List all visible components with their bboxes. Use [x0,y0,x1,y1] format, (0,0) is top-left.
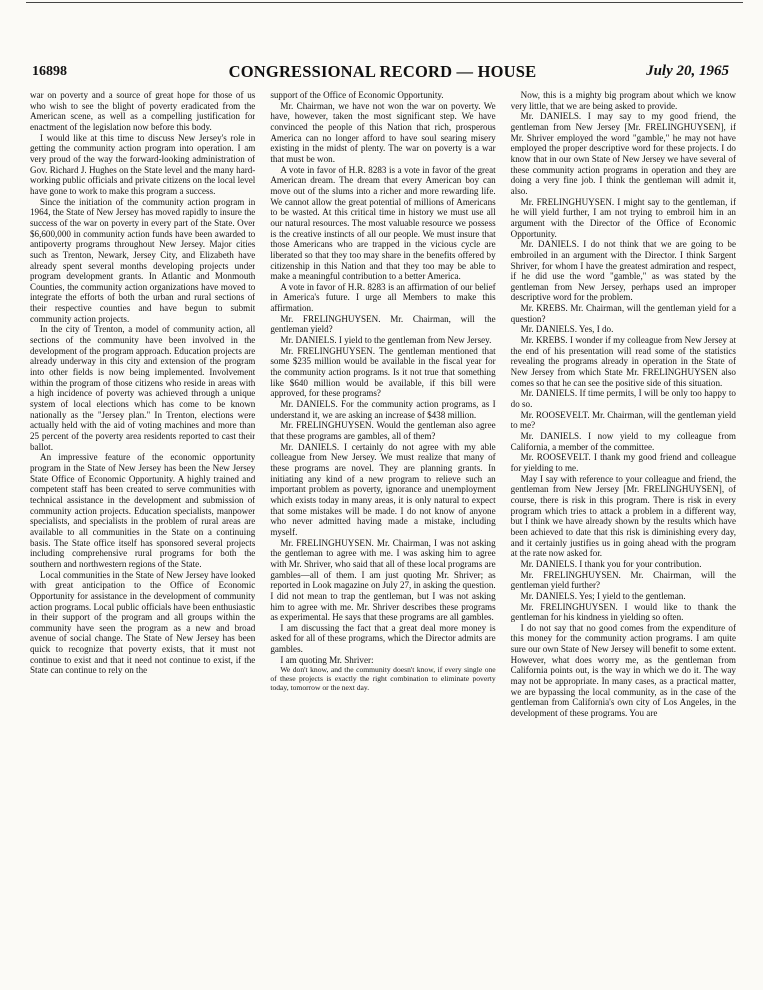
paragraph: Mr. DANIELS. For the community action programs, as I understand it, we are asking an increase of $438 million. [270,399,496,420]
paragraph: Mr. ROOSEVELT. Mr. Chairman, will the gentleman yield to me? [510,409,736,431]
paragraph: Mr. ROOSEVELT. I thank my good friend and colleague for yielding to me. [510,452,736,473]
paragraph: Local communities in the State of New Jersey have looked with great anticipation to the Office of Economic Opportunity for assistance in the development of community action programs. Local public officials have been enthusiastic in their support of the program and all groups within the community have seen the program as a new and broad avenue of social change. The State of New Jersey has been quick to recognize that poverty exists, that it must not continue to exist and that it need not continue to exist, if the State can continue to rely on the [30,569,256,676]
paragraph: Since the initiation of the community action program in 1964, the State of New Jersey has moved rapidly to insure the success of the war on poverty in every part of the State. Over $6,600,000 in community action funds have been awarded to antipoverty programs throughout New Jersey. Major cities such as Trenton, Newark, Jersey City, and Elizabeth have already spent several months developing projects under program development grants. In Atlantic and Monmouth Counties, the community action organizations have moved to integrate the efforts of both the urban and rural sections of their respective counties and have begun to submit community action projects. [30,196,256,324]
paragraph: Mr. DANIELS. If time permits, I will be only too happy to do so. [510,388,736,410]
paragraph: Mr. DANIELS. I now yield to my colleague from California, a member of the committee. [510,431,736,452]
page-date: July 20, 1965 [646,63,729,79]
paragraph: In the city of Trenton, a model of community action, all sections of the community have been involved in the development of the program approach. Education projects are already underway in this city and extension of the program into other fields is now being implemented. Involvement within the program of those citizens who reside in areas with a high incidence of poverty was achieved through a unique system of local elections which has come to be known nationally as the "Jersey plan." In Trenton, elections were actually held with the aid of voting machines and more than 25 percent of the poverty area residents reported to cast their ballot. [30,324,256,452]
paragraph: Mr. KREBS. Mr. Chairman, will the gentleman yield for a question? [510,303,736,324]
paragraph: Mr. DANIELS. I yield to the gentleman from New Jersey. [280,335,492,346]
paragraph: I am discussing the fact that a great deal more money is asked for all of these programs, which the Director admits are gambles. [270,622,496,655]
paragraph: Mr. DANIELS. Yes; I yield to the gentleman. [520,590,686,601]
paragraph: Mr. Chairman, we have not won the war on poverty. We have, however, taken the most significant step. We have convinced the people of this Nation that rich, prosperous America can no longer afford to have soul searing misery existing in the midst of plenty. The war on poverty is a war that must be won. [270,100,496,164]
paragraph: An impressive feature of the economic opportunity program in the State of New Jersey has been the New Jersey State Office of Economic Opportunity. A highly trained and competent staff has been created to serve communities with technical assistance in the development and submission of community action projects. Education specialists, manpower specialists, and specialists in the problem of rural areas are available to all communities in the State on a continuing basis. The State office itself has sponsored several projects including comprehensive rural programs for both the southern and northwestern regions of the State. [30,452,256,569]
paragraph: A vote in favor of H.R. 8283 is an affirmation of our belief in America's future. I urge all Members to make this affirmation. [270,281,496,314]
page-number: 16898 [32,64,67,79]
column-1 [30,90,255,978]
paragraph: Mr. DANIELS. I may say to my good friend, the gentleman from New Jersey [Mr. FRELINGHUYSEN], if Mr. Shriver employed the word "gamble," he may not have employed the proper descriptive word for these projects. I do know that in our own State of New Jersey we have several of these community action programs in operation and they are doing a very fine job. I think the gentleman will admit it, also. [510,111,736,196]
paragraph: Mr. DANIELS. I certainly do not agree with my able colleague from New Jersey. We must realize that many of these programs are novel. They are planning grants. In initiating any kind of a new program to relieve such an important problem as poverty, ignorance and unemployment which exists today in many areas, it is only natural to expect that some mistakes will be made. I do not know of anyone who never admitted having made a mistake, including myself. [270,441,496,537]
paragraph: Mr. DANIELS. Yes, I do. [520,324,614,335]
paragraph: Now, this is a mighty big program about which we know very little, that we are being asked to provide. [510,90,736,111]
top-rule [26,2,743,3]
paragraph: I am quoting Mr. Shriver: [280,654,374,665]
page-title: CONGRESSIONAL RECORD — HOUSE [228,62,537,81]
paragraph: Mr. FRELINGHUYSEN. The gentleman mentioned that some $235 million would be available in the fiscal year for the community action programs. Is it not true that something like $640 million would be available, if this bill were approved, for these programs? [270,345,496,399]
paragraph: Mr. DANIELS. I thank you for your contribution. [520,558,702,569]
column-2 [270,90,495,978]
paragraph: May I say with reference to your colleague and friend, the gentleman from New Jersey [Mr. FRELINGHUYSEN], of course, there is risk in this program. There is risk in every program which tries to attack a problem in a different way, but I think we have already shown by the results which have been achieved to date that this risk is diminishing every day, and it certainly justifies us in going ahead with the program at the rate now asked for. [510,473,736,559]
paragraph: Mr. FRELINGHUYSEN. Mr. Chairman, will the gentleman yield? [270,313,496,335]
paragraph: A vote in favor of H.R. 8283 is a vote in favor of the great American dream. The dream that every American boy can move out of the slums into a richer and more rewarding life. We cannot allow the great potential of millions of Americans to be wasted. At this critical time in history we must use all our natural resources. The most valuable resource we possess is the creative instincts of all our people. We must insure that those Americans who are trapped in the vicious cycle are liberated so that they too may share in the benefits offered by citizenship in this Nation and that they too may be able to make a meaningful contribution to a better America. [270,164,496,282]
paragraph: I do not say that no good comes from the expenditure of this money for the community action programs. I am quite sure our own State of New Jersey will benefit to some extent. However, what does worry me, as the gentleman from California points out, is the way in which we do it. The way may not be appropriate. In many cases, as a practical matter, we are bypassing the local community, as in the case of the gentleman from California's own city of Los Angeles, in the development of these programs. You are [510,622,736,719]
paragraph: I would like at this time to discuss New Jersey's role in getting the community action program into operation. I am very proud of the way the forward-looking administration of Gov. Richard J. Hughes on the State level and the many hard-working public officials and private citizens on the local level have gone to work to make this program a success. [30,132,256,196]
block-quote: We don't know, and the community doesn't know, if every single one of these projects is exactly the right combination to eliminate poverty today, tomorrow or the next day. [270,665,496,693]
column-3 [511,90,736,978]
page-header [28,60,737,94]
paragraph: Mr. DANIELS. I do not think that we are going to be embroiled in an argument with the Director. I think Sargent Shriver, for whom I have the greatest admiration and respect, if he did use the word "gamble," as was stated by the gentleman from New Jersey, perhaps used an improper descriptive word for the problem. [510,239,736,303]
paragraph: support of the Office of Economic Opportunity. [270,90,444,100]
paragraph: Mr. FRELINGHUYSEN. Mr. Chairman, will the gentleman yield further? [510,569,736,591]
paragraph: Mr. FRELINGHUYSEN. I might say to the gentleman, if he will yield further, I am not trying to embroil him in an argument with the Director of the Office of Economic Opportunity. [510,196,736,239]
paragraph: Mr. FRELINGHUYSEN. Mr. Chairman, I was not asking the gentleman to agree with me. I was asking him to agree with Mr. Shriver, who said that all of these local programs are gambles—all of them. I am just quoting Mr. Shriver; as reported in Look magazine on July 27, in asking the question. I did not mean to trap the gentleman, but I was not asking him to agree with me. Mr. Shriver describes these programs as experimental. He says that these programs are all gambles. [270,537,496,623]
paragraph: Mr. KREBS. I wonder if my colleague from New Jersey at the end of his presentation will read some of the statistics revealing the programs already in operation in the State of New Jersey from which State Mr. FRELINGHUYSEN also comes so that he can see the positive side of this situation. [510,335,736,388]
paragraph: Mr. FRELINGHUYSEN. I would like to thank the gentleman for his kindness in yielding so often. [510,601,736,623]
text-columns [30,90,736,978]
paragraph: Mr. FRELINGHUYSEN. Would the gentleman also agree that these programs are gambles, all of them? [270,420,496,441]
paragraph: war on poverty and a source of great hope for those of us who wish to see the blight of poverty eradicated from the American scene, as well as a compelling justification for enactment of the legislation now before this body. [30,90,256,132]
